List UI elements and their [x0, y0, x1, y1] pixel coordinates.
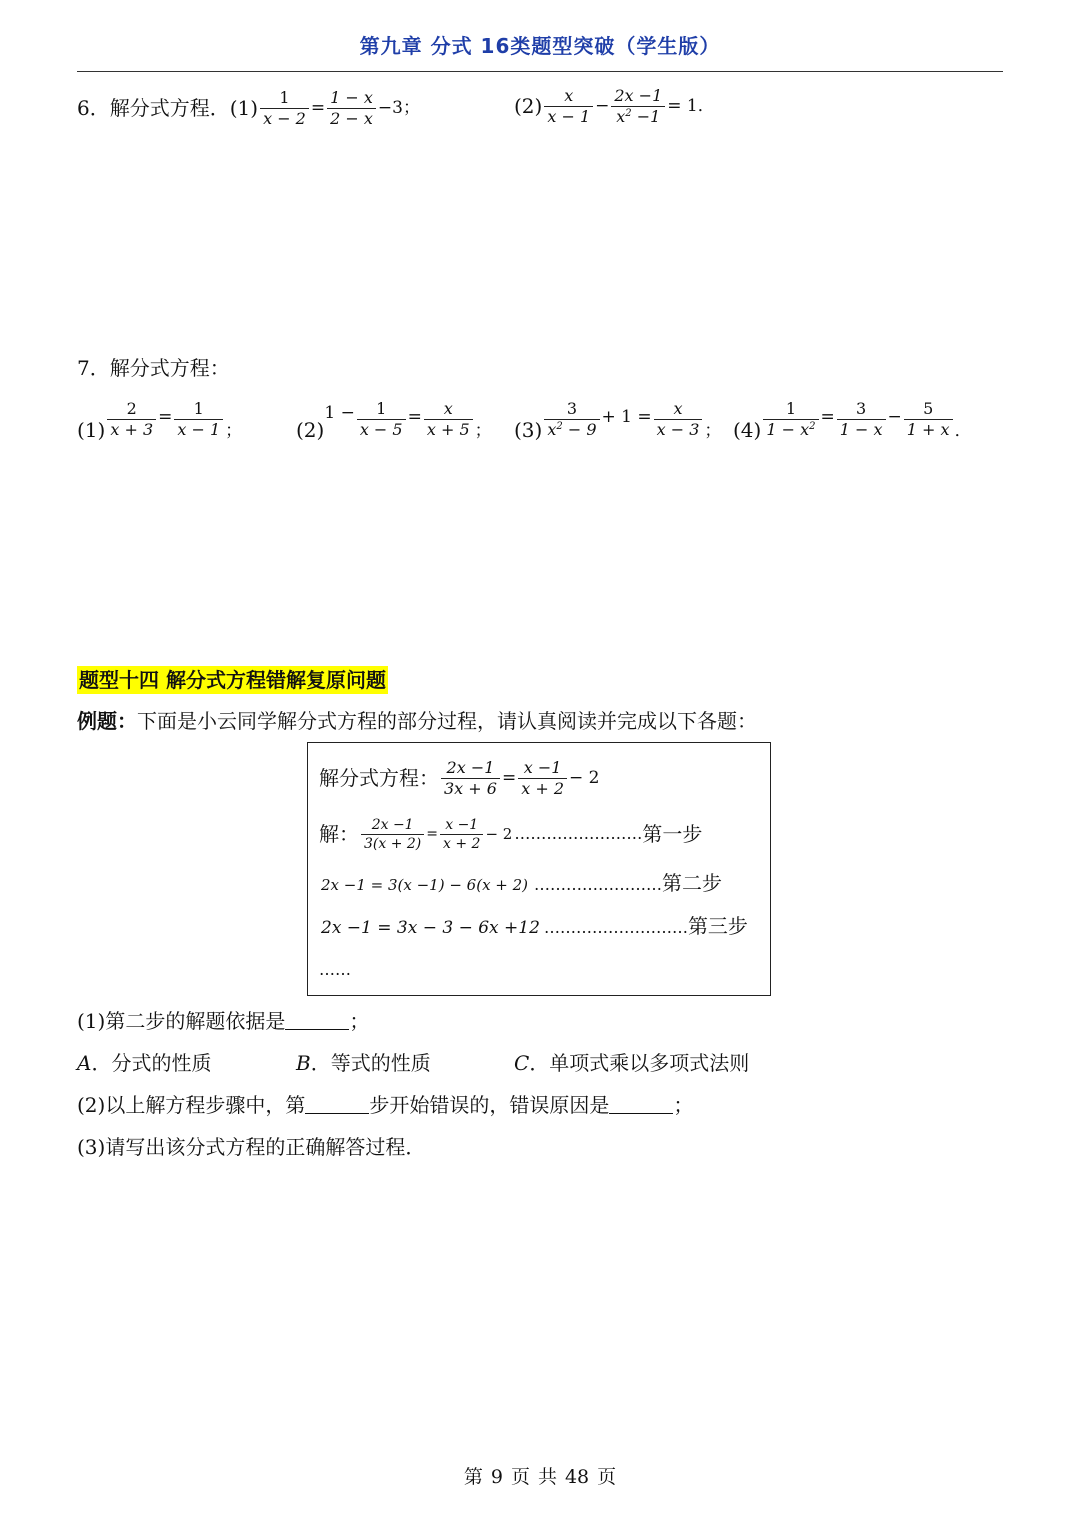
solution-label: 解：	[319, 822, 359, 846]
q6-part1-tag: (1)	[229, 96, 259, 120]
question-6-part-2	[514, 84, 715, 128]
denominator: x − 2	[263, 108, 306, 128]
equals-sign: =	[426, 826, 438, 842]
q7-part1-fraction-2	[174, 401, 223, 438]
box-step-3	[321, 916, 748, 937]
q7-part4-fraction-1	[763, 401, 818, 438]
numerator: 3	[544, 401, 599, 420]
base: 1 − x	[766, 420, 810, 439]
exponent: 2	[556, 421, 563, 432]
step3-leader-dots: ………………………	[543, 918, 688, 937]
numerator: 2x −1	[441, 760, 500, 779]
rest: − 9	[562, 420, 597, 439]
box-step-2	[321, 873, 722, 893]
box-eq-tail: − 2	[569, 767, 600, 788]
example-text: 下面是小云同学解分式方程的部分过程，请认真阅读并完成以下各题：	[137, 709, 757, 733]
part-1	[77, 1011, 369, 1031]
option-a-text: ．分式的性质	[91, 1051, 212, 1075]
numerator: x	[424, 401, 473, 420]
step1-label: 第一步	[642, 822, 703, 846]
step3-label: 第三步	[687, 914, 748, 938]
example-label: 例题：	[77, 709, 137, 733]
denominator	[544, 420, 599, 438]
denominator: 3x + 6	[444, 778, 497, 798]
page-header-title: 第九章 分式 16类题型突破（学生版）	[359, 34, 721, 58]
option-a	[77, 1053, 211, 1073]
equals-sign: =	[407, 407, 422, 427]
answer-blank-3	[609, 1095, 673, 1114]
q7-part-2	[296, 392, 492, 440]
answer-blank-1	[285, 1011, 349, 1030]
minus-sign: −	[887, 407, 902, 427]
step2-expression: 2x −1 = 3(x −1) − 6(x + 2)	[321, 876, 529, 894]
base: x	[616, 106, 626, 126]
denominator: x + 3	[110, 420, 154, 439]
numerator: x −1	[518, 760, 567, 779]
page-footer	[0, 1462, 1080, 1489]
step2-leader-dots: ……………………	[534, 875, 663, 894]
denominator: 1 − x	[839, 420, 883, 439]
step1-leader-dots: ……………………	[514, 824, 643, 843]
denominator	[611, 107, 665, 125]
q7-part1-tail: ；	[225, 421, 243, 441]
numerator: x	[544, 88, 593, 107]
numerator: 2	[107, 401, 156, 420]
equals-sign: =	[310, 97, 326, 118]
option-c	[514, 1053, 749, 1073]
numerator: 1	[260, 90, 309, 109]
q7-part1-fraction-1	[107, 401, 156, 438]
step1-fraction-2	[440, 818, 483, 851]
q6-part2-tag: (2)	[514, 94, 543, 118]
option-a-letter: A	[77, 1051, 92, 1075]
denominator: x − 5	[359, 420, 403, 439]
q6-part2-fraction-1	[544, 85, 593, 126]
question-7-label: 7．解分式方程：	[77, 356, 230, 380]
q6-part2-tail: = 1．	[667, 95, 715, 116]
header-divider	[77, 71, 1003, 72]
q7-part2-tag: (2)	[296, 418, 325, 442]
numerator: 1	[174, 401, 223, 420]
numerator: 1	[357, 401, 406, 420]
exponent: 2	[625, 107, 632, 119]
q6-part1-fraction-2	[327, 87, 376, 128]
part2-text-a: (2)以上解方程步骤中，第	[77, 1093, 306, 1117]
q7-part3-middle: + 1 =	[601, 407, 652, 427]
equals-sign: =	[158, 407, 173, 427]
equals-sign: =	[501, 767, 517, 788]
numerator: 2x −1	[611, 88, 665, 107]
option-b	[296, 1053, 431, 1073]
denominator: x − 3	[656, 420, 700, 439]
numerator: 2x −1	[361, 818, 424, 835]
denominator: 3(x + 2)	[364, 835, 422, 852]
answer-blank-2	[305, 1095, 369, 1114]
part-3: (3)请写出该分式方程的正确解答过程．	[77, 1135, 426, 1159]
exponent: 2	[809, 421, 816, 432]
box-equation-line	[319, 754, 599, 802]
footer-text: 第	[463, 1466, 483, 1488]
section-title: 题型十四 解分式方程错解复原问题	[79, 668, 386, 692]
q7-part3-tag: (3)	[514, 418, 543, 442]
denominator: x + 5	[426, 420, 470, 439]
step3-expression: 2x −1 = 3x − 3 − 6x +12	[321, 918, 540, 938]
box-prompt: 解分式方程：	[319, 766, 439, 790]
question-6-label: 6．解分式方程．	[77, 96, 230, 120]
footer-text: 页	[510, 1466, 530, 1488]
q7-part1-tag: (1)	[77, 418, 106, 442]
q7-part4-fraction-3	[904, 401, 953, 438]
box-step-1	[319, 812, 702, 856]
denominator	[763, 420, 818, 438]
footer-text: 共	[537, 1466, 557, 1488]
rest: −1	[631, 106, 661, 126]
q7-part2-lead: 1 −	[324, 403, 355, 423]
numerator: 3	[837, 401, 886, 420]
step1-fraction-1	[361, 818, 424, 851]
q7-part4-tail: ．	[954, 421, 972, 441]
equals-sign: =	[820, 407, 835, 427]
part-2	[77, 1095, 693, 1115]
numerator: x	[654, 401, 703, 420]
example-intro	[77, 711, 757, 731]
q7-part-3	[514, 392, 721, 440]
numerator: 1 − x	[327, 90, 376, 109]
minus-sign: −	[595, 95, 610, 116]
box-eq-fraction-2	[518, 757, 567, 798]
denominator: x − 1	[177, 420, 221, 439]
q7-part4-fraction-2	[837, 401, 886, 438]
section-heading	[77, 664, 388, 693]
q7-part-4	[733, 392, 972, 440]
step1-tail: − 2	[485, 824, 513, 843]
denominator: x − 1	[547, 106, 591, 126]
total-pages: 48	[564, 1466, 590, 1488]
numerator: x −1	[440, 818, 483, 835]
q7-part3-fraction-2	[654, 401, 703, 438]
option-c-text: ．单项式乘以多项式法则	[529, 1051, 750, 1075]
step2-label: 第二步	[662, 871, 723, 895]
q7-part-1	[77, 392, 242, 440]
question-6	[77, 88, 420, 128]
denominator: 1 + x	[906, 420, 950, 439]
part2-text-b: 步开始错误的，错误原因是	[369, 1093, 610, 1117]
option-b-text: ．等式的性质	[310, 1051, 431, 1075]
option-b-letter: B	[296, 1051, 311, 1075]
q7-part3-tail: ；	[704, 421, 722, 441]
q7-part2-tail: ；	[474, 421, 492, 441]
numerator: 1	[763, 401, 818, 420]
q6-part1-tail: −3；	[377, 97, 420, 118]
part2-tail: ；	[673, 1093, 694, 1117]
footer-text: 页	[597, 1466, 617, 1488]
option-c-letter: C	[514, 1051, 530, 1075]
q7-part4-tag: (4)	[733, 418, 762, 442]
part1-tail: ；	[349, 1009, 370, 1033]
box-eq-fraction-1	[441, 757, 500, 798]
numerator: 5	[904, 401, 953, 420]
box-ellipsis: ……	[319, 960, 351, 979]
q6-part1-fraction-1	[260, 87, 309, 128]
q6-part2-fraction-2	[611, 85, 665, 126]
q7-part3-fraction-1	[544, 401, 599, 438]
denominator: x + 2	[521, 778, 564, 798]
base: x	[547, 420, 557, 439]
part1-text: (1)第二步的解题依据是	[77, 1009, 286, 1033]
denominator: 2 − x	[330, 108, 373, 128]
denominator: x + 2	[443, 835, 481, 852]
q7-part2-fraction-2	[424, 401, 473, 438]
q7-part2-fraction-1	[357, 401, 406, 438]
page-number: 9	[490, 1466, 503, 1488]
